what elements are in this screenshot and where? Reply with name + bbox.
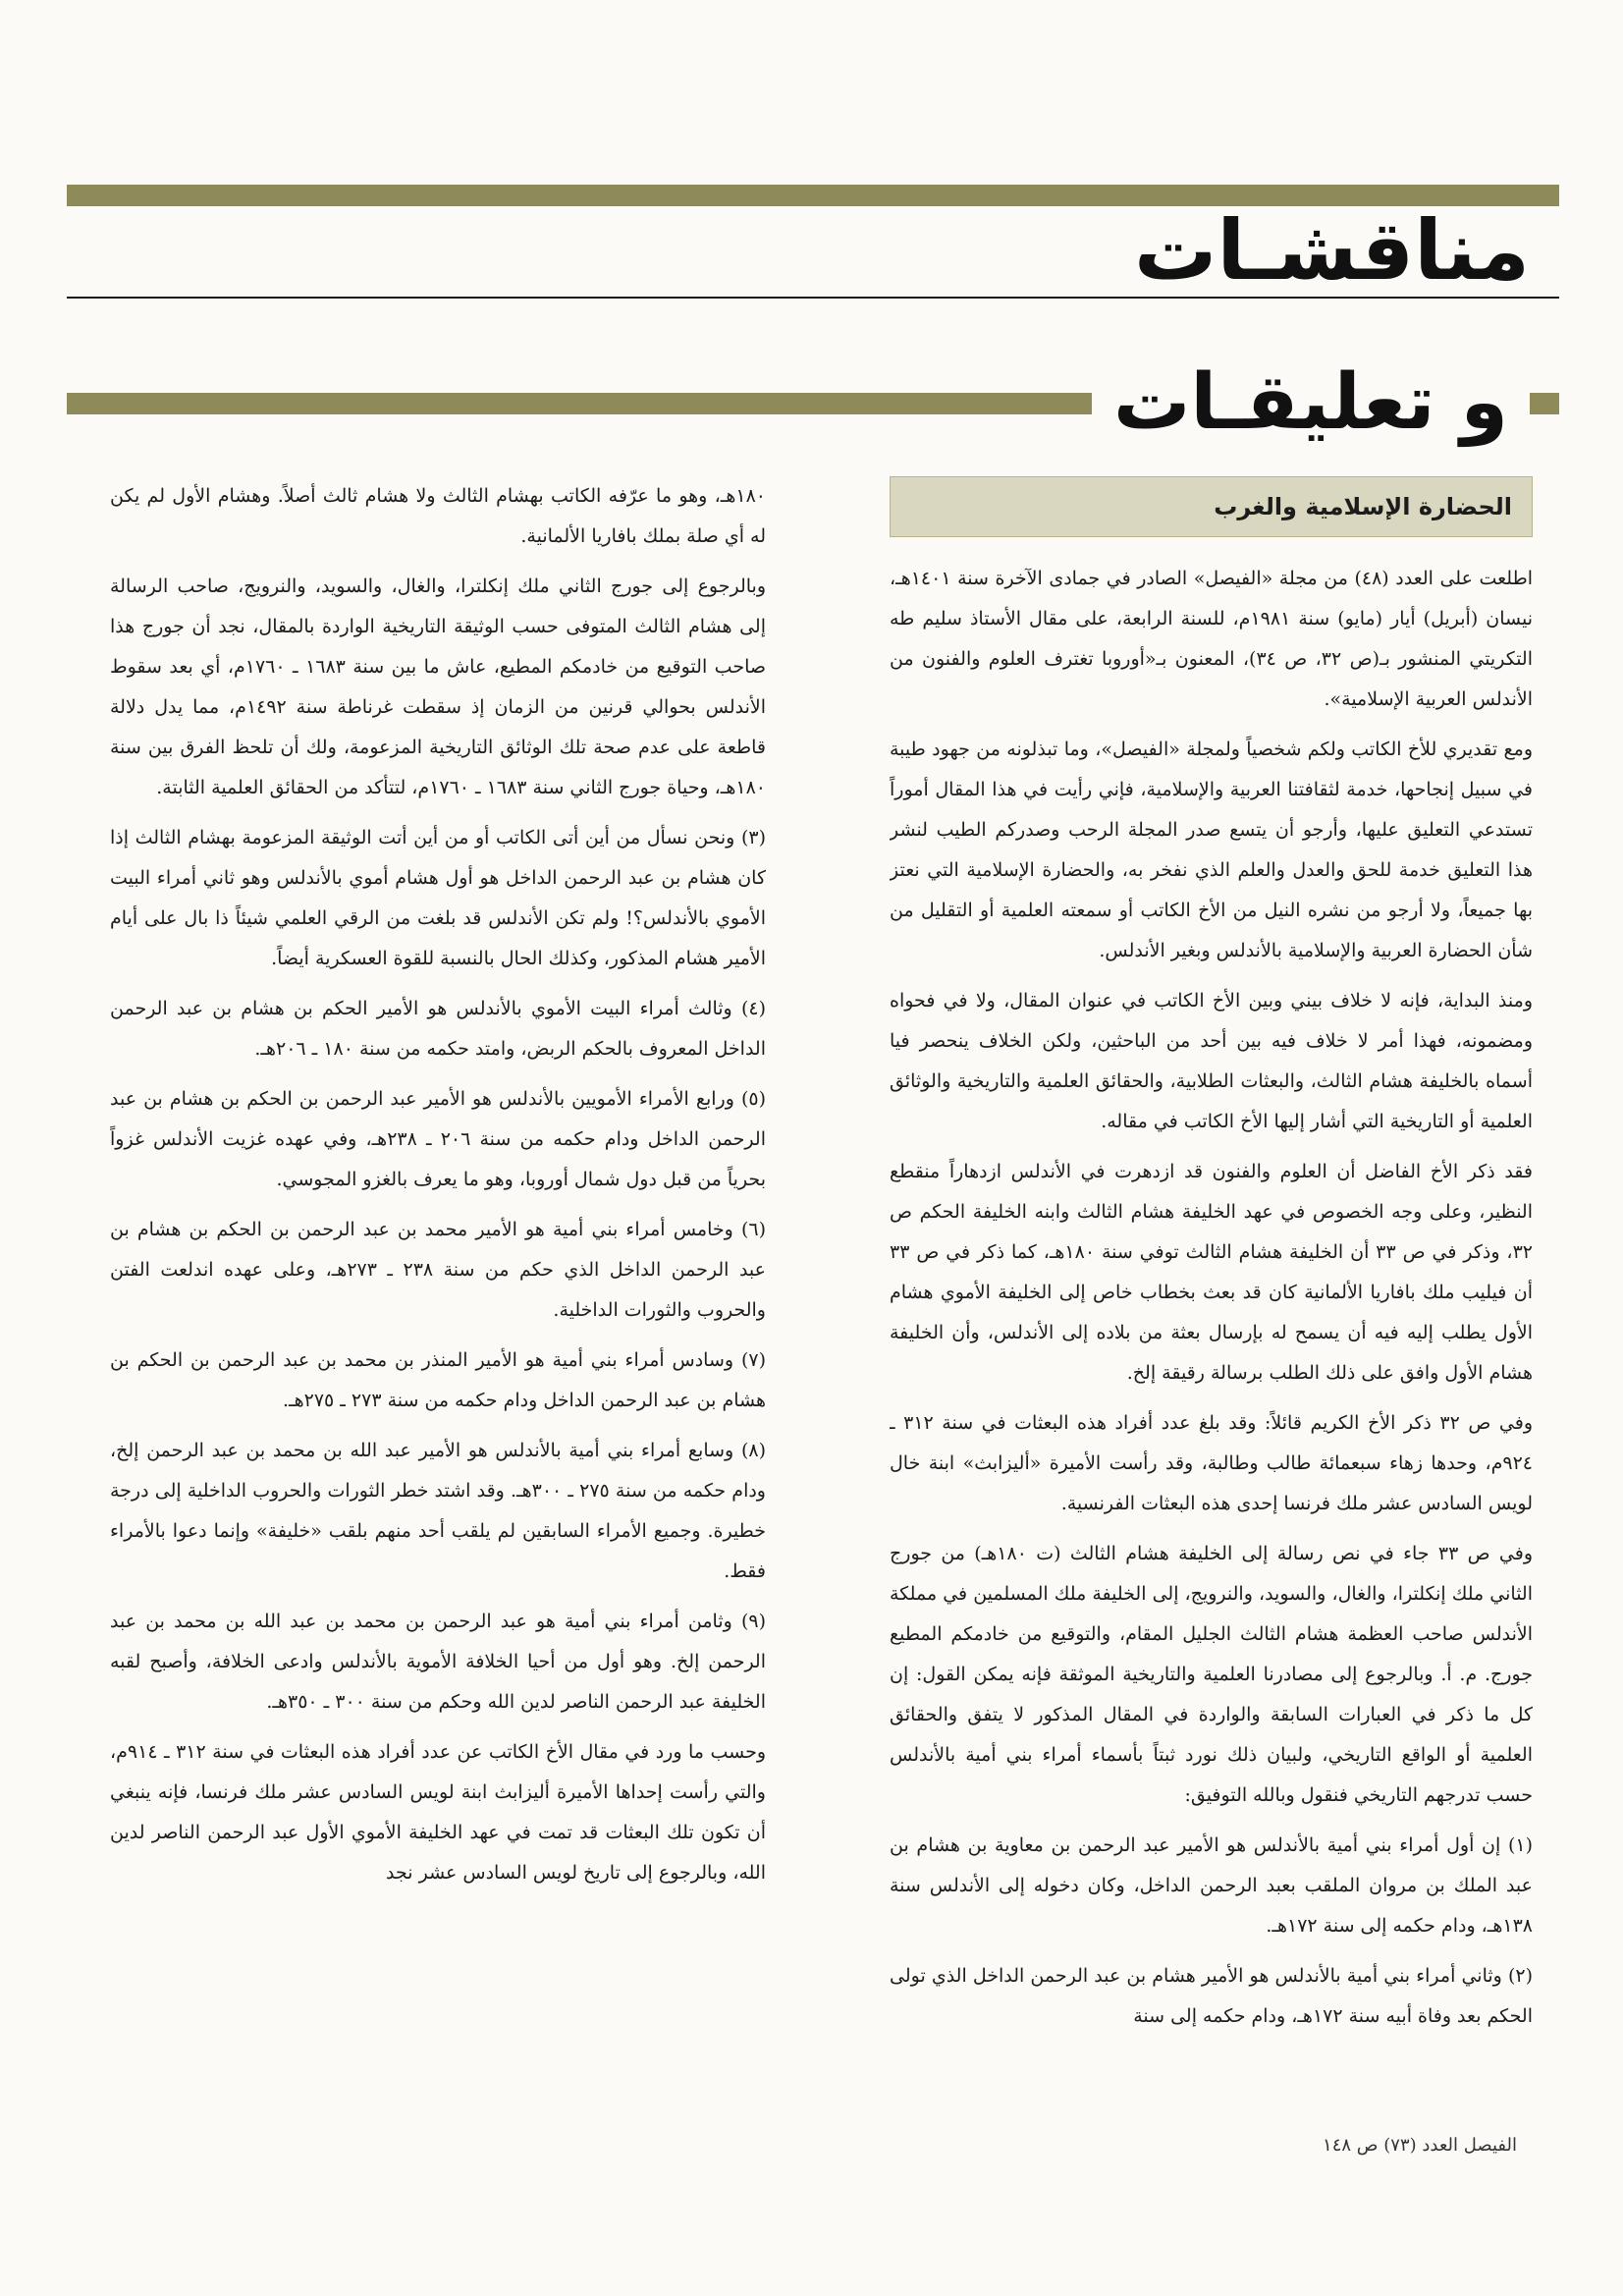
paragraph: (١) إن أول أمراء بني أمية بالأندلس هو الأمير عبد الرحمن بن معاوية بن هشام بن عبد الملك بن مروان الملقب بعبد الرحمن الداخل، وكان دخوله إلى الأندلس سنة ١٣٨هـ، ودام حكمه إلى سنة ١٧٢هـ. [890, 1834, 1533, 1937]
paragraph: فقد ذكر الأخ الفاضل أن العلوم والفنون قد ازدهرت في الأندلس ازدهاراً منقطع النظير، وعلى وجه الخصوص في عهد الخليفة هشام الثالث وابنه الخليفة الحكم ص ٣٢، وذكر في ص ٣٣ أن الخليفة هشام الثالث توفي سنة ١٨٠هـ، كما ذكر في ص ٣٣ أن فيليب ملك بافاريا الألمانية كان قد بعث بخطاب خاص إلى الخليفة الأموي هشام الأول يطلب إليه فيه أن يسمح له بإرسال بعثة من بلاده إلى الأندلس، وأن الخليفة هشام الأول وافق على ذلك الطلب برسالة رقيقة إلخ. [890, 1161, 1533, 1384]
subtitle-conjunction: و [1460, 358, 1508, 447]
paragraph: وحسب ما ورد في مقال الأخ الكاتب عن عدد أفراد هذه البعثات في سنة ٣١٢ ـ ٩١٤م، والتي رأست إحداها الأميرة أليزابث ابنة لويس السادس عشر ملك فرنسا، فإنه ينبغي أن تكون تلك البعثات قد تمت في عهد الخليفة الأموي الأول عبد الرحمن الناصر لدين الله، وبالرجوع إلى تاريخ لويس السادس عشر نجد [110, 1741, 766, 1884]
paragraph: (٥) ورابع الأمراء الأمويين بالأندلس هو الأمير عبد الرحمن بن الحكم بن هشام بن عبد الرحمن الداخل ودام حكمه من سنة ٢٠٦ ـ ٢٣٨هـ، وفي عهده غزيت الأندلس غزواً بحرياً من قبل دول شمال أوروبا، وهو ما يعرف بالغزو المجوسي. [110, 1088, 766, 1190]
section-heading: الحضارة الإسلامية والغرب [890, 476, 1533, 537]
paragraph: (٨) وسابع أمراء بني أمية بالأندلس هو الأمير عبد الله بن محمد بن عبد الرحمن إلخ، ودام حكمه من سنة ٢٧٥ ـ ٣٠٠هـ. وقد اشتد خطر الثورات والحروب الداخلية إلى درجة خطيرة. وجميع الأمراء السابقين لم يلقب أحد منهم بلقب «خليفة» وإنما دعوا بالأمراء فقط. [110, 1440, 766, 1582]
page-footer: الفيصل العدد (٧٣) ص ١٤٨ [1323, 2135, 1517, 2156]
paragraph: ١٨٠هـ، وهو ما عرّفه الكاتب بهشام الثالث ولا هشام ثالث أصلاً. وهشام الأول لم يكن له أي صلة بملك بافاريا الألمانية. [110, 485, 766, 547]
paragraph: (٢) وثاني أمراء بني أمية بالأندلس هو الأمير هشام بن عبد الرحمن الداخل الذي تولى الحكم بعد وفاة أبيه سنة ١٧٢هـ، ودام حكمه إلى سنة [890, 1965, 1533, 2027]
paragraph: وفي ص ٣٢ ذكر الأخ الكريم قائلاً: وقد بلغ عدد أفراد هذه البعثات في سنة ٣١٢ ـ ٩٢٤م، وحدها زهاء سبعمائة طالب وطالبة، وقد رأست الأميرة «أليزابث» ابنة خال لويس السادس عشر ملك فرنسا إحدى هذه البعثات الفرنسية. [890, 1412, 1533, 1514]
paragraph: اطلعت على العدد (٤٨) من مجلة «الفيصل» الصادر في جمادى الآخرة سنة ١٤٠١هـ، نيسان (أبريل) أيار (مايو) سنة ١٩٨١م، للسنة الرابعة، على مقال الأستاذ سليم طه التكريتي المنشور بـ(ص ٣٢، ص ٣٤)، المعنون بـ«أوروبا تغترف العلوم والفنون من الأندلس العربية الإسلامية». [890, 568, 1533, 710]
paragraph: وبالرجوع إلى جورج الثاني ملك إنكلترا، والغال، والسويد، والنرويج، صاحب الرسالة إلى هشام الثالث المتوفى حسب الوثيقة التاريخية الواردة بالمقال، نجد أن جورج هذا صاحب التوقيع من خادمكم المطيع، عاش ما بين سنة ١٦٨٣ ـ ١٧٦٠م، أي بعد سقوط الأندلس بحوالي قرنين من الزمان إذ سقطت غرناطة سنة ١٤٩٢م، مما يدل دلالة قاطعة على عدم صحة تلك الوثائق التاريخية المزعومة، ولك أن تلحظ الفرق بين سنة ١٨٠هـ، وحياة جورج الثاني سنة ١٦٨٣ ـ ١٧٦٠م، لتتأكد من الحقائق العلمية الثابتة. [110, 575, 766, 798]
subtitle-word: تعليقـات [1113, 358, 1435, 447]
page-title: مناقشـات [1134, 202, 1530, 299]
paragraph: (٤) وثالث أمراء البيت الأموي بالأندلس هو الأمير الحكم بن هشام بن عبد الرحمن الداخل المعروف بالحكم الربض، وامتد حكمه من سنة ١٨٠ ـ ٢٠٦هـ. [110, 998, 766, 1060]
paragraph: (٧) وسادس أمراء بني أمية هو الأمير المنذر بن محمد بن عبد الرحمن بن الحكم بن هشام بن عبد الرحمن الداخل ودام حكمه من سنة ٢٧٣ ـ ٢٧٥هـ. [110, 1349, 766, 1411]
paragraph: ومع تقديري للأخ الكاتب ولكم شخصياً ولمجلة «الفيصل»، وما تبذلونه من جهود طيبة في سبيل إنجاحها، خدمة لثقافتنا العربية والإسلامية، فإني رأيت في هذا المقال أموراً تستدعي التعليق عليها، وأرجو أن يتسع صدر المجلة الرحب وصدركم الطيب لنشر هذا التعليق خدمة للحق والعدل والعلم الذي نفخر به، والحضارة الإسلامية التي نعتز بها جميعاً، ولا أرجو من نشره النيل من الأخ الكاتب أو سمعته العلمية أو التقليل من شأن الحضارة العربية والإسلامية بالأندلس وبغير الأندلس. [890, 738, 1533, 961]
paragraph: (٣) ونحن نسأل من أين أتى الكاتب أو من أين أتت الوثيقة المزعومة بهشام الثالث إذا كان هشام بن عبد الرحمن الداخل هو أول هشام أموي بالأندلس وهو ثاني أمراء البيت الأموي بالأندلس؟! ولم تكن الأندلس قد بلغت من الرقي العلمي شيئاً ذا بال على أيام الأمير هشام المذكور، وكذلك الحال بالنسبة للقوة العسكرية أيضاً. [110, 827, 766, 969]
right-column [890, 476, 1533, 2087]
paragraph: وفي ص ٣٣ جاء في نص رسالة إلى الخليفة هشام الثالث (ت ١٨٠هـ) من جورج الثاني ملك إنكلترا، والغال، والسويد، والنرويج، إلى الخليفة ملك المسلمين في مملكة الأندلس صاحب العظمة هشام الثالث الجليل المقام، والتوقيع من خادمكم المطيع جورج. م. أ. وبالرجوع إلى مصادرنا العلمية والتاريخية الموثقة فإنه يمكن القول: إن كل ما ذكر في العبارات السابقة والواردة في المقال المذكور لا يتفق والحقائق العلمية أو الواقع التاريخي، ولبيان ذلك نورد ثبتاً بأسماء أمراء بني أمية بالأندلس حسب تدرجهم التاريخي فنقول وبالله التوفيق: [890, 1543, 1533, 1806]
left-column [110, 476, 766, 2087]
paragraph: ومنذ البداية، فإنه لا خلاف بيني وبين الأخ الكاتب في عنوان المقال، ولا في فحواه ومضمونه، فهذا أمر لا خلاف فيه بين أحد من الباحثين، ولكن الخلاف ينحصر فيا أسماه بالخليفة هشام الثالث، والبعثات الطلابية، والحقائق العلمية والتاريخية والوثائق العلمية أو التاريخية التي أشار إليها الأخ الكاتب في مقاله. [890, 990, 1533, 1132]
subtitle-group [1092, 349, 1530, 457]
paragraph: (٩) وثامن أمراء بني أمية هو عبد الرحمن بن محمد بن عبد الله بن محمد بن عبد الرحمن إلخ. وهو أول من أحيا الخلافة الأموية بالأندلس وادعى الخلافة، وأصبح لقبه الخليفة عبد الرحمن الناصر لدين الله وحكم من سنة ٣٠٠ ـ ٣٥٠هـ. [110, 1611, 766, 1713]
paragraph: (٦) وخامس أمراء بني أمية هو الأمير محمد بن عبد الرحمن بن الحكم بن هشام بن عبد الرحمن الداخل الذي حكم من سنة ٢٣٨ ـ ٢٧٣هـ، وعلى عهده اندلعت الفتن والحروب والثورات الداخلية. [110, 1219, 766, 1321]
